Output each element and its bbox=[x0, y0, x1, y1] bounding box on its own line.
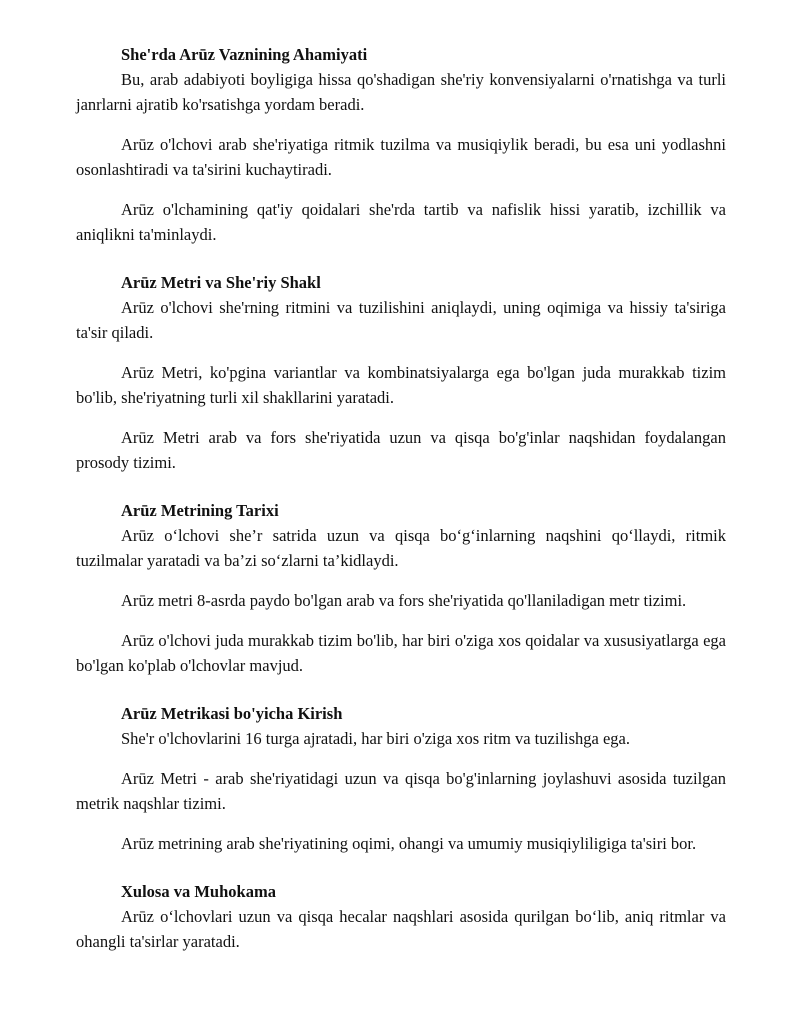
paragraph: Arūz metrining arab she'riyatining oqimi, ohangi va umumiy musiqiyliligiga ta'siri bor. bbox=[121, 834, 697, 853]
paragraph: Arūz o'lchamining qat'iy qoidalari she'rda tartib va nafislik hissi yaratib, izchillik va aniqlikni ta'minlaydi. bbox=[76, 200, 726, 244]
paragraph: Arūz o'lchovi she'rning ritmini va tuzilishini aniqlaydi, uning oqimiga va hissiy ta'siriga ta'sir qiladi. bbox=[76, 298, 726, 342]
paragraph: Arūz o'lchovi juda murakkab tizim bo'lib, har biri o'ziga xos qoidalar va xususiyatlarga ega bo'lgan ko'plab o'lchovlar mavjud. bbox=[76, 631, 726, 675]
section-heading: Arūz Metrining Tarixi bbox=[121, 501, 279, 520]
section-metrikasi-kirish bbox=[76, 701, 726, 856]
paragraph: Arūz Metri - arab she'riyatidagi uzun va qisqa bo'g'inlarning joylashuvi asosida tuzilgan metrik naqshlar tizimi. bbox=[76, 769, 726, 813]
section-metrining-tarixi bbox=[76, 498, 726, 678]
paragraph: Arūz o‘lchovlari uzun va qisqa hecalar naqshlari asosida qurilgan bo‘lib, aniq ritmlar va ohangli ta'sirlar yaratadi. bbox=[76, 907, 726, 951]
section-heading: Arūz Metri va She'riy Shakl bbox=[121, 273, 321, 292]
paragraph: Arūz Metri, ko'pgina variantlar va kombinatsiyalarga ega bo'lgan juda murakkab tizim bo'lib, she'riyatning turli xil shakllarini yaratadi. bbox=[76, 363, 726, 407]
paragraph: Arūz Metri arab va fors she'riyatida uzun va qisqa bo'g'inlar naqshidan foydalangan prosody tizimi. bbox=[76, 428, 726, 472]
section-heading: She'rda Arūz Vaznining Ahamiyati bbox=[121, 45, 368, 64]
section-metri-va-sheriy-shakl bbox=[76, 270, 726, 475]
section-heading: Arūz Metrikasi bo'yicha Kirish bbox=[121, 704, 343, 723]
document-page bbox=[76, 42, 726, 954]
section-xulosa bbox=[76, 879, 726, 954]
paragraph: Arūz o'lchovi arab she'riyatiga ritmik tuzilma va musiqiylik beradi, bu esa uni yodlashni osonlashtiradi va ta'sirini kuchaytiradi. bbox=[76, 135, 726, 179]
paragraph: Arūz metri 8-asrda paydo bo'lgan arab va fors she'riyatida qo'llaniladigan metr tizimi. bbox=[121, 591, 687, 610]
paragraph: Arūz o‘lchovi she’r satrida uzun va qisqa bo‘g‘inlarning naqshini qo‘llaydi, ritmik tuzilmalar yaratadi va ba’zi so‘zlarni ta’kidlaydi. bbox=[76, 526, 726, 570]
paragraph: She'r o'lchovlarini 16 turga ajratadi, har biri o'ziga xos ritm va tuzilishga ega. bbox=[121, 729, 630, 748]
paragraph: Bu, arab adabiyoti boyligiga hissa qo'shadigan she'riy konvensiyalarni o'rnatishga va turli janrlarni ajratib ko'rsatishga yordam beradi. bbox=[76, 70, 726, 114]
section-ahamiyati bbox=[76, 42, 726, 247]
section-heading: Xulosa va Muhokama bbox=[121, 882, 276, 901]
